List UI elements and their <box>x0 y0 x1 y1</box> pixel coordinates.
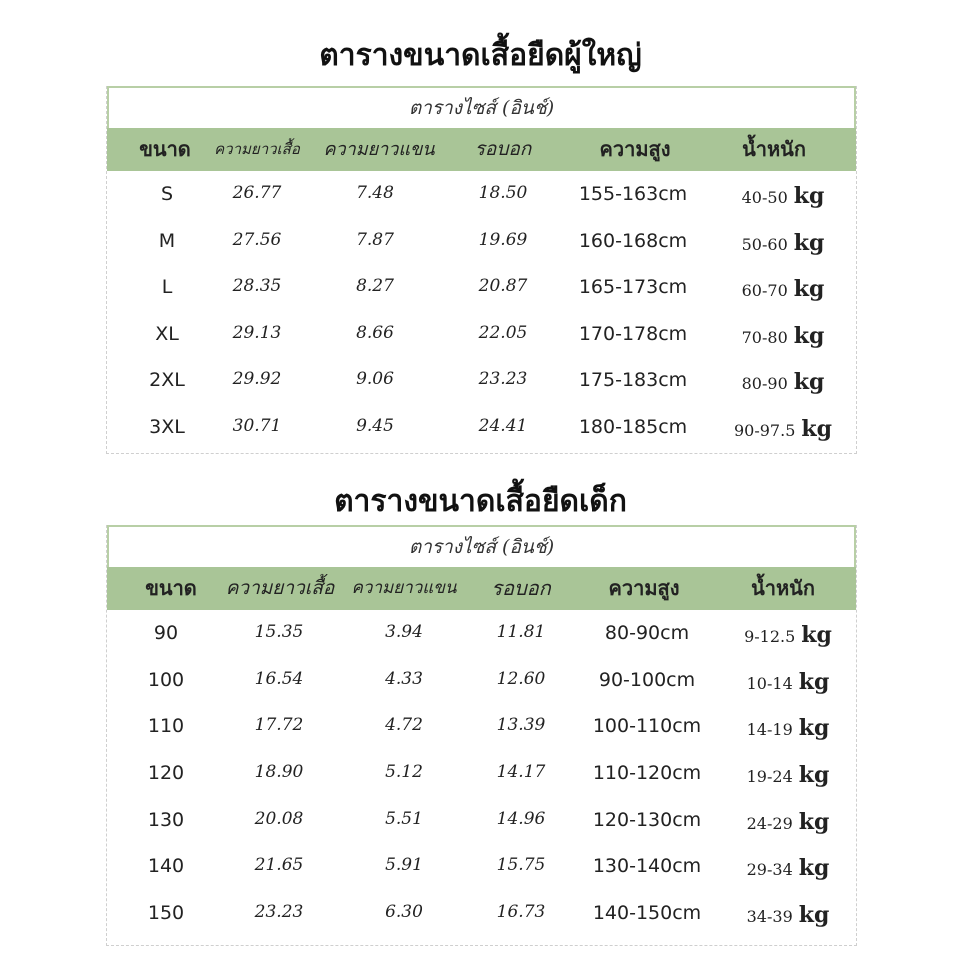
header-body-length: ความยาวเสื้อ <box>225 577 335 599</box>
weight-cell <box>747 855 830 881</box>
table-row <box>107 218 856 265</box>
size-cell: XL <box>155 322 179 345</box>
sleeve-length-cell: 5.91 <box>385 855 423 876</box>
body-length-cell: 16.54 <box>254 668 304 689</box>
body-length-cell: 27.56 <box>232 229 282 250</box>
weight-unit: kg <box>798 808 830 835</box>
header-chest: รอบอก <box>474 138 532 160</box>
weight-value: 14-19 <box>746 720 793 740</box>
chest-cell: 11.81 <box>496 622 546 642</box>
weight-value: 90-97.5 <box>733 420 796 440</box>
height-cell: 170-178cm <box>578 322 688 345</box>
weight-value: 40-50 <box>741 188 788 207</box>
weight-cell <box>747 809 830 835</box>
chest-cell: 13.39 <box>496 715 546 736</box>
sleeve-length-cell: 5.12 <box>385 762 423 783</box>
weight-cell <box>747 902 830 928</box>
size-cell: 120 <box>147 762 185 785</box>
weight-cell <box>742 183 825 209</box>
weight-unit: kg <box>801 622 832 648</box>
weight-unit: kg <box>793 322 825 349</box>
size-cell: 100 <box>147 668 185 691</box>
table-row <box>107 703 856 750</box>
size-cell: 3XL <box>149 415 185 438</box>
sleeve-length-cell: 9.45 <box>356 415 394 436</box>
weight-unit: kg <box>793 369 825 395</box>
weight-cell <box>742 369 825 395</box>
weight-value: 29-34 <box>746 860 793 880</box>
kid-size-table <box>106 525 857 946</box>
kid-table-header <box>107 567 856 610</box>
body-length-cell: 15.35 <box>254 622 304 642</box>
sleeve-length-cell: 8.66 <box>356 322 394 343</box>
height-cell: 130-140cm <box>592 855 702 878</box>
height-cell: 175-183cm <box>578 369 688 391</box>
chest-cell: 19.69 <box>478 229 528 250</box>
body-length-cell: 30.71 <box>232 415 282 436</box>
chest-cell: 12.60 <box>496 668 546 689</box>
table-row <box>107 797 856 844</box>
weight-value: 19-24 <box>746 767 793 787</box>
table-row <box>107 750 856 797</box>
table-row <box>107 264 856 311</box>
size-cell: 110 <box>147 715 185 738</box>
weight-value: 80-90 <box>741 374 788 393</box>
table-row <box>107 890 856 937</box>
weight-unit: kg <box>798 902 830 929</box>
chest-cell: 14.17 <box>496 762 546 783</box>
weight-value: 9-12.5 <box>744 627 796 646</box>
weight-cell <box>742 276 825 302</box>
height-cell: 90-100cm <box>598 668 696 691</box>
weight-value: 24-29 <box>746 813 793 833</box>
chest-cell: 15.75 <box>496 855 546 876</box>
chest-cell: 22.05 <box>478 322 528 343</box>
height-cell: 180-185cm <box>578 415 688 438</box>
weight-unit: kg <box>793 276 825 302</box>
header-height: ความสูง <box>608 576 680 600</box>
height-cell: 155-163cm <box>578 183 688 205</box>
table-row <box>107 843 856 890</box>
body-length-cell: 29.13 <box>232 322 282 343</box>
body-length-cell: 28.35 <box>232 276 282 296</box>
adult-table-body <box>107 171 856 450</box>
height-cell: 165-173cm <box>578 276 688 298</box>
sleeve-length-cell: 6.30 <box>385 902 423 923</box>
chest-cell: 20.87 <box>478 276 528 296</box>
weight-cell <box>742 323 825 349</box>
adult-size-table <box>106 86 857 454</box>
header-size: ขนาด <box>145 576 197 600</box>
size-cell: 150 <box>147 902 185 925</box>
size-cell: M <box>158 229 176 252</box>
chest-cell: 24.41 <box>478 415 528 436</box>
table-row <box>107 404 856 451</box>
sleeve-length-cell: 4.33 <box>385 668 423 689</box>
weight-cell <box>744 622 832 648</box>
weight-value: 60-70 <box>741 281 788 300</box>
weight-unit: kg <box>801 415 833 442</box>
kid-size-chart-title: ตารางขนาดเสื้อยืดเด็ก <box>334 484 627 519</box>
header-size: ขนาด <box>139 137 191 161</box>
weight-unit: kg <box>793 183 825 209</box>
size-cell: 90 <box>153 622 179 644</box>
weight-cell <box>742 230 825 256</box>
body-length-cell: 20.08 <box>254 808 304 829</box>
size-cell: 2XL <box>149 369 185 391</box>
header-height: ความสูง <box>599 137 671 161</box>
weight-cell <box>734 416 832 442</box>
weight-unit: kg <box>798 668 830 695</box>
weight-value: 70-80 <box>741 327 788 347</box>
height-cell: 120-130cm <box>592 808 702 831</box>
table-row <box>107 311 856 358</box>
weight-cell <box>747 715 830 741</box>
sleeve-length-cell: 8.27 <box>356 276 394 296</box>
weight-cell <box>747 669 830 695</box>
body-length-cell: 21.65 <box>254 855 304 876</box>
adult-table-header <box>107 128 856 171</box>
kid-table-body <box>107 610 856 937</box>
table-row <box>107 610 856 657</box>
chest-cell: 18.50 <box>478 183 528 203</box>
table-row <box>107 357 856 404</box>
adult-size-chart-title: ตารางขนาดเสื้อยืดผู้ใหญ่ <box>319 38 642 73</box>
size-cell: 130 <box>147 808 185 831</box>
adult-table-caption: ตารางไซส์ (อินช์) <box>107 86 856 128</box>
body-length-cell: 17.72 <box>254 715 304 736</box>
table-row <box>107 171 856 218</box>
weight-value: 34-39 <box>746 907 793 927</box>
sleeve-length-cell: 7.48 <box>356 183 394 203</box>
height-cell: 100-110cm <box>592 715 702 738</box>
height-cell: 140-150cm <box>592 902 702 925</box>
sleeve-length-cell: 4.72 <box>385 715 423 736</box>
body-length-cell: 23.23 <box>254 902 304 923</box>
size-cell: S <box>160 183 174 205</box>
size-cell: 140 <box>147 855 185 878</box>
header-sleeve-length: ความยาวแขน <box>323 139 435 160</box>
weight-value: 10-14 <box>746 673 793 693</box>
chest-cell: 23.23 <box>478 369 528 389</box>
weight-cell <box>747 762 830 788</box>
header-sleeve-length: ความยาวแขน <box>351 578 457 598</box>
sleeve-length-cell: 7.87 <box>356 229 394 250</box>
weight-unit: kg <box>798 762 830 789</box>
height-cell: 160-168cm <box>578 229 688 252</box>
weight-value: 50-60 <box>741 234 788 254</box>
body-length-cell: 26.77 <box>232 183 282 203</box>
body-length-cell: 29.92 <box>232 369 282 389</box>
header-weight: น้ำหนัก <box>751 576 815 600</box>
header-weight: น้ำหนัก <box>742 137 806 161</box>
size-cell: L <box>161 276 173 298</box>
height-cell: 80-90cm <box>604 622 690 644</box>
header-body-length: ความยาวเสื้อ <box>214 140 300 158</box>
sleeve-length-cell: 9.06 <box>356 369 394 389</box>
height-cell: 110-120cm <box>592 762 702 785</box>
weight-unit: kg <box>798 715 830 742</box>
kid-table-caption: ตารางไซส์ (อินช์) <box>107 525 856 567</box>
sleeve-length-cell: 5.51 <box>385 808 423 829</box>
body-length-cell: 18.90 <box>254 762 304 783</box>
header-chest: รอบอก <box>491 576 551 600</box>
weight-unit: kg <box>798 855 830 882</box>
table-row <box>107 657 856 704</box>
weight-unit: kg <box>793 229 825 256</box>
chest-cell: 14.96 <box>496 808 546 829</box>
chest-cell: 16.73 <box>496 902 546 923</box>
sleeve-length-cell: 3.94 <box>385 622 423 642</box>
